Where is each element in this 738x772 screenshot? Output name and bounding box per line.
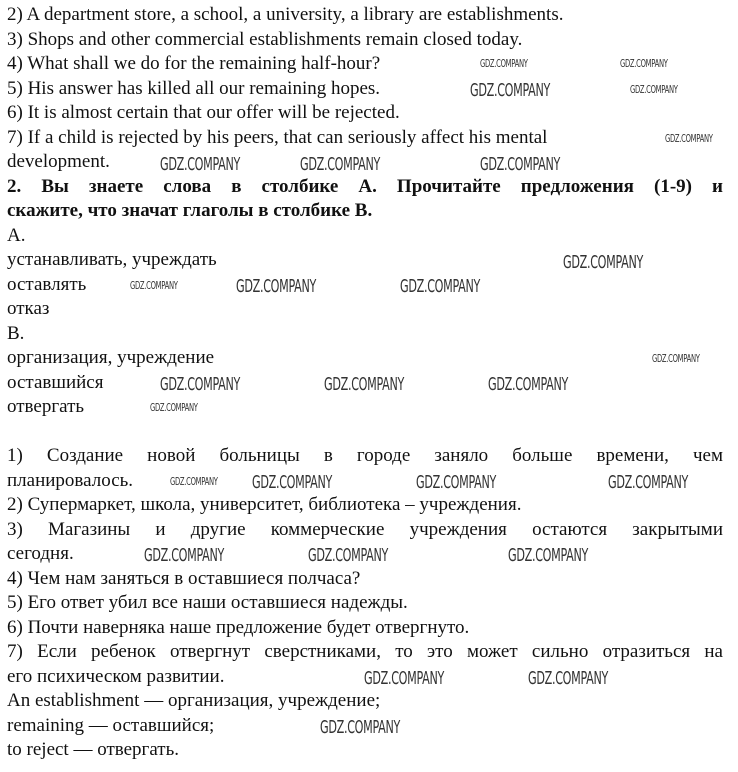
watermark: GDZ.COMPANY	[364, 668, 445, 689]
watermark: GDZ.COMPANY	[620, 57, 668, 70]
watermark: GDZ.COMPANY	[300, 154, 381, 175]
russian-sentence: 2) Супермаркет, школа, университет, библиотека – учреждения.	[7, 494, 522, 515]
column-a-word: устанавливать, учреждать	[7, 249, 217, 270]
column-a-word: отказ	[7, 298, 50, 319]
watermark: GDZ.COMPANY	[488, 374, 569, 395]
watermark: GDZ.COMPANY	[480, 154, 561, 175]
task-heading: скажите, что значат глаголы в столбике В.	[7, 200, 373, 221]
watermark: GDZ.COMPANY	[508, 545, 589, 566]
russian-sentence: 1) Создание новой больницы в городе заняло больше времени, чем	[7, 445, 723, 466]
watermark: GDZ.COMPANY	[324, 374, 405, 395]
watermark: GDZ.COMPANY	[608, 472, 689, 493]
russian-sentence: планировалось.	[7, 469, 134, 491]
column-a-label: А.	[7, 224, 26, 246]
english-sentence: 3) Shops and other commercial establishments remain closed today.	[7, 28, 523, 50]
glossary-entry: to reject — отвергать.	[7, 739, 180, 760]
english-sentence: 5) His answer has killed all our remaining hopes.	[7, 77, 381, 99]
watermark: GDZ.COMPANY	[160, 374, 241, 395]
russian-sentence: 3) Магазины и другие коммерческие учреждения остаются закрытыми	[7, 518, 723, 540]
watermark: GDZ.COMPANY	[665, 132, 713, 145]
watermark: GDZ.COMPANY	[400, 276, 481, 297]
watermark: GDZ.COMPANY	[320, 717, 401, 738]
watermark: GDZ.COMPANY	[160, 154, 241, 175]
english-sentence: development.	[7, 151, 110, 172]
english-sentence: 6) It is almost certain that our offer will be rejected.	[7, 102, 400, 123]
task-heading: 2. Вы знаете слова в столбике А. Прочитайте предложения (1-9) и	[7, 175, 723, 197]
column-b-word: отвергать	[7, 396, 85, 417]
column-a-word: оставлять	[7, 273, 87, 295]
russian-sentence: 7) Если ребенок отвергнут сверстниками, то это может сильно отразиться на	[7, 641, 723, 662]
watermark: GDZ.COMPANY	[144, 545, 225, 566]
russian-sentence: 4) Чем нам заняться в оставшиеся полчаса?	[7, 567, 361, 589]
watermark: GDZ.COMPANY	[563, 252, 644, 273]
watermark: GDZ.COMPANY	[236, 276, 317, 297]
english-sentence: 2) A department store, a school, a university, a library are establishments.	[7, 4, 564, 25]
russian-sentence: сегодня.	[7, 543, 74, 564]
glossary-entry: remaining — оставшийся;	[7, 714, 215, 736]
watermark: GDZ.COMPANY	[130, 279, 178, 292]
watermark: GDZ.COMPANY	[170, 475, 218, 488]
column-b-label: В.	[7, 322, 25, 344]
watermark: GDZ.COMPANY	[480, 57, 528, 70]
english-sentence: 4) What shall we do for the remaining half-hour?	[7, 53, 381, 74]
russian-sentence: 5) Его ответ убил все наши оставшиеся надежды.	[7, 592, 408, 613]
watermark: GDZ.COMPANY	[630, 83, 678, 96]
russian-sentence: 6) Почти наверняка наше предложение будет отвергнуто.	[7, 616, 470, 638]
watermark: GDZ.COMPANY	[416, 472, 497, 493]
russian-sentence: его психическом развитии.	[7, 665, 225, 687]
watermark: GDZ.COMPANY	[308, 545, 389, 566]
watermark: GDZ.COMPANY	[652, 352, 700, 365]
column-b-word: организация, учреждение	[7, 347, 215, 368]
watermark: GDZ.COMPANY	[470, 80, 551, 101]
watermark: GDZ.COMPANY	[252, 472, 333, 493]
english-sentence: 7) If a child is rejected by his peers, that can seriously affect his mental	[7, 126, 548, 148]
column-b-word: оставшийся	[7, 371, 104, 393]
glossary-entry: An establishment — организация, учреждение;	[7, 690, 381, 711]
watermark: GDZ.COMPANY	[150, 401, 198, 414]
watermark: GDZ.COMPANY	[528, 668, 609, 689]
